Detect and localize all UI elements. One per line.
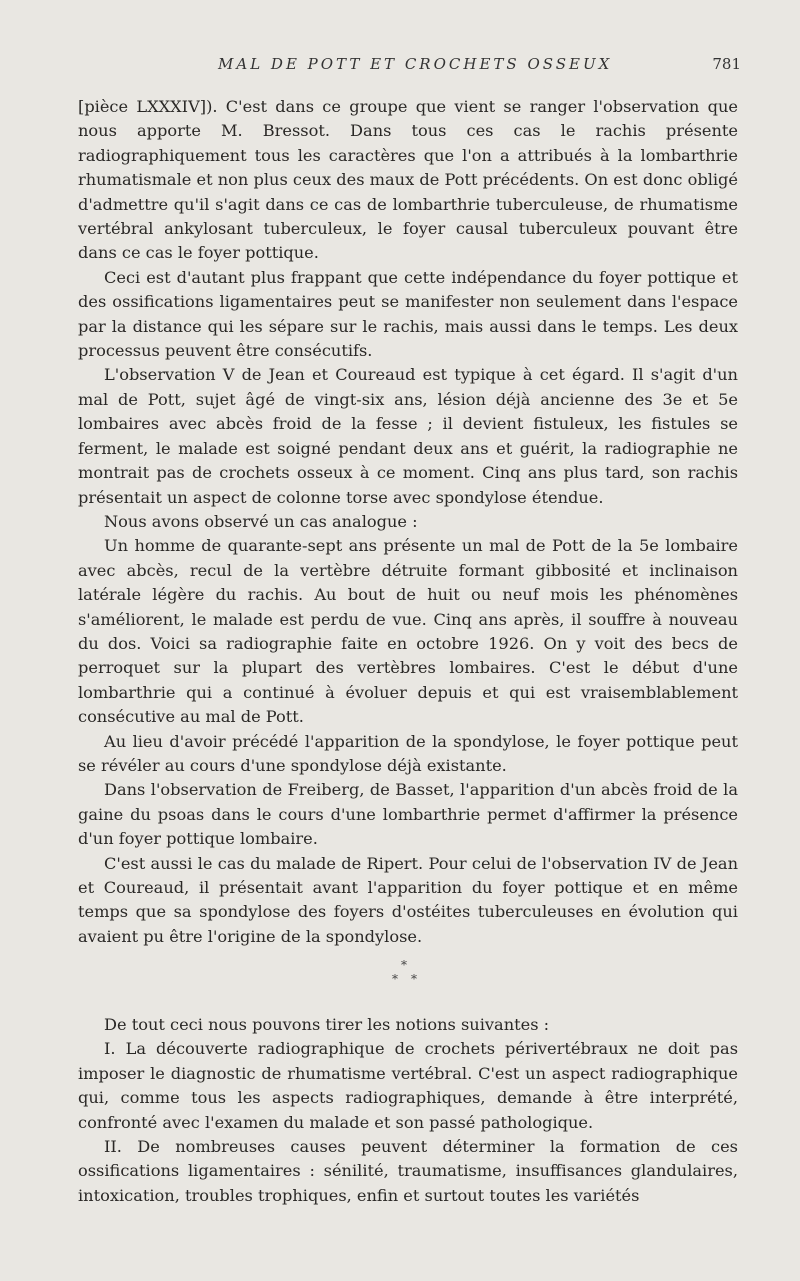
paragraph: I. La découverte radiographique de crochets périvertébraux ne doit pas imposer le diagnostic de rhumatisme vertébral. C'est un aspect radiographique qui, comme tous les aspects radiographiques, demande à être interprété, confronté avec l'examen du malade et son passé pathologique. <box>78 1039 738 1132</box>
separator-star: * <box>411 972 417 986</box>
body-text-conclusions <box>78 1013 738 1208</box>
paragraph: C'est aussi le cas du malade de Ripert. Pour celui de l'observation IV de Jean et Coureaud, il présentait avant l'apparition du foyer pottique et en même temps que sa spondylose des foyers d'ostéites tuberculeuses en évolution qui avaient pu être l'origine de la spondylose. <box>78 853 738 946</box>
section-separator <box>0 958 800 998</box>
page-header <box>78 55 741 83</box>
paragraph: De tout ceci nous pouvons tirer les notions suivantes : <box>104 1015 550 1034</box>
separator-star: * <box>392 972 398 986</box>
paragraph: Un homme de quarante-sept ans présente un mal de Pott de la 5e lombaire avec abcès, recul de la vertèbre détruite formant gibbosité et inclinaison latérale légère du rachis. Au bout de huit ou neuf mois les phénomènes s'améliorent, le malade est perdu de vue. Cinq ans après, il souffre à nouveau du dos. Voici sa radiographie faite en octobre 1926. On y voit des becs de perroquet sur la plupart des vertèbres lombaires. C'est le début d'une lombarthrie qui a continué à évoluer depuis et qui est vraisemblablement consécutive au mal de Pott. <box>78 536 738 727</box>
paragraph: Nous avons observé un cas analogue : <box>104 511 418 531</box>
paragraph: Au lieu d'avoir précédé l'apparition de la spondylose, le foyer pottique peut se révéler au cours d'une spondylose déjà existante. <box>78 731 738 775</box>
page-number: 781 <box>712 55 741 73</box>
body-text <box>78 95 738 949</box>
paragraph: Ceci est d'autant plus frappant que cette indépendance du foyer pottique et des ossifications ligamentaires peut se manifester non seulement dans l'espace par la distance qui les sépare sur le rachis, mais aussi dans le temps. Les deux processus peuvent être consécutifs. <box>78 267 738 361</box>
separator-star: * <box>401 958 407 972</box>
paragraph: L'observation V de Jean et Coureaud est typique à cet égard. Il s'agit d'un mal de Pott, sujet âgé de vingt-six ans, lésion déjà ancienne des 3e et 5e lombaires avec abcès froid de la fesse ; il devient fistuleux, les fistules se ferment, le malade est soigné pendant deux ans et guérit, la radiographie ne montrait pas de crochets osseux à ce moment. Cinq ans plus tard, son rachis présentait un aspect de colonne torse avec spondylose étendue. <box>78 365 738 507</box>
paragraph: [pièce LXXXIV]). C'est dans ce groupe que vient se ranger l'observation que nous apporte M. Bressot. Dans tous ces cas le rachis présente radiographiquement tous les caractères que l'on a attribués à la lombarthrie rhumatismale et non plus ceux des maux de Pott précédents. On est donc obligé d'admettre qu'il s'agit dans ce cas de lombarthrie tuberculeuse, de rhumatisme vertébral ankylosant tuberculeux, le foyer causal tuberculeux pouvant être dans ce cas le foyer pottique. <box>78 97 738 263</box>
paragraph: Dans l'observation de Freiberg, de Basset, l'apparition d'un abcès froid de la gaine du psoas dans le cours d'une lombarthrie permet d'affirmer la présence d'un foyer pottique lombaire. <box>78 780 738 849</box>
running-title: MAL DE POTT ET CROCHETS OSSEUX <box>218 55 613 73</box>
paragraph: II. De nombreuses causes peuvent déterminer la formation de ces ossifications ligamentaires : sénilité, traumatisme, insuffisances glandulaires, intoxication, troubles trophiques, enfin et surtout toutes les variétés <box>78 1137 738 1205</box>
